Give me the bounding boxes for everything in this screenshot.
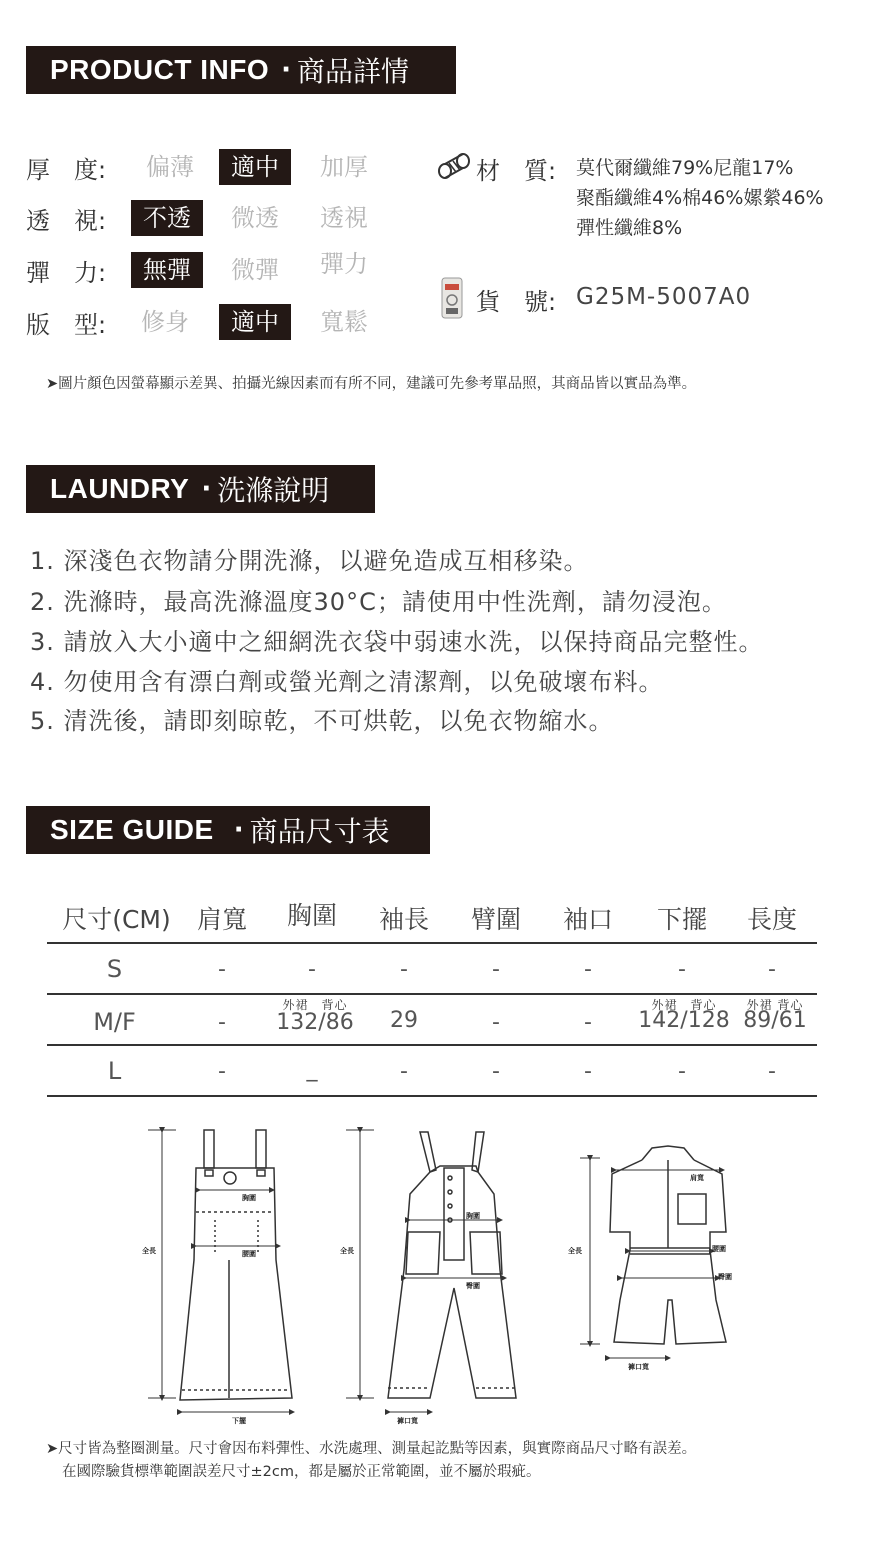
property-option: 偏薄 [146,153,194,181]
property-option: 加厚 [320,153,368,181]
table-cell: 89/61 [743,1008,807,1033]
laundry-item: 3. 請放入大小適中之細網洗衣袋中弱速水洗，以保持商品完整性。 [30,628,764,656]
property-label: 厚 度: [26,155,107,184]
table-cell: - [678,957,686,982]
length-label: 全長 [142,1247,156,1255]
hip-label: 臀圍 [718,1273,732,1281]
laundry-item: 2. 洗滌時，最高洗滌溫度30°C；請使用中性洗劑，請勿浸泡。 [30,588,727,616]
material-values [576,153,824,243]
laundry-title-en: LAUNDRY [50,473,190,504]
property-option-selected: 不透 [131,200,203,236]
hem-label: 下擺 [232,1417,246,1425]
hip-label: 臀圍 [466,1282,480,1290]
property-option: 寬鬆 [320,308,368,336]
table-header-cell: 長度 [746,905,797,934]
table-cell-sublabel: 外裙 背心 [282,998,348,1012]
table-divider [47,1095,817,1097]
property-label: 透 視: [26,206,107,235]
laundry-item: 4. 勿使用含有漂白劑或螢光劑之清潔劑，以免破壞布料。 [30,668,664,696]
header-separator: · [233,815,244,845]
size-cell: L [107,1057,122,1085]
table-header-cell: 尺寸(CM) [62,905,171,934]
chest-label: 胸圍 [466,1212,480,1220]
table-cell: _ [306,1057,318,1082]
table-header-cell: 下擺 [656,905,707,934]
property-option-selected: 無彈 [131,252,203,288]
property-option: 修身 [141,308,189,336]
property-row-transparency [26,198,368,238]
size-note: ➤尺寸皆為整圈測量。尺寸會因布料彈性、水洗處理、測量起訖點等因素，與實際商品尺寸略有誤差。 [46,1441,697,1457]
table-cell: - [218,957,226,982]
table-cell: - [584,1010,592,1035]
property-option-selected: 適中 [219,149,291,185]
material-line: 聚酯纖維4%棉46%嫘縈46% [576,187,824,209]
size-guide-title-zh: 商品尺寸表 [249,815,390,848]
leg-opening-label: 褲口寬 [397,1417,418,1425]
table-header-cell: 胸圍 [286,901,337,930]
table-header-cell: 袖長 [378,905,429,934]
waist-label: 腰圍 [712,1245,726,1253]
table-cell: - [218,1059,226,1084]
table-cell: 29 [390,1008,418,1033]
size-cell: M/F [93,1008,136,1036]
laundry-title-zh: 洗滌說明 [217,474,330,507]
header-separator: · [281,55,291,85]
laundry-item: 1. 深淺色衣物請分開洗滌，以避免造成互相移染。 [30,547,589,575]
size-guide-header [26,806,430,854]
product-info-title-zh: 商品詳情 [297,55,410,88]
length-label: 全長 [340,1247,354,1255]
property-row-elasticity [26,250,368,290]
table-cell: - [492,957,500,982]
table-cell-sublabel: 外裙 背心 [651,998,717,1012]
table-cell: - [492,1010,500,1035]
color-disclaimer: ➤圖片顏色因螢幕顯示差異、拍攝光線因素而有所不同，建議可先參考單品照，其商品皆以實品為準。 [46,376,697,392]
product-info-title-en: PRODUCT INFO [50,54,270,85]
table-row [47,994,817,1044]
waist-label: 腰圍 [242,1250,256,1258]
size-cell: S [106,955,123,983]
table-cell: - [584,1059,592,1084]
tag-icon [440,276,464,320]
table-header-row [47,892,817,942]
property-row-fit [26,302,368,342]
material-line: 彈性纖維8% [576,217,683,239]
property-label: 版 型: [26,310,107,339]
sku-value: G25M-5007A0 [576,284,752,310]
table-cell: - [768,957,776,982]
property-label: 彈 力: [26,258,107,287]
table-cell: - [584,957,592,982]
property-option: 微透 [231,204,279,232]
length-label: 全長 [568,1247,582,1255]
table-cell: - [218,1010,226,1035]
leg-opening-label: 褲口寬 [628,1363,649,1371]
property-option: 透視 [320,204,368,232]
material-line: 莫代爾纖維79%尼龍17% [576,157,794,179]
laundry-header [26,465,375,513]
shoulder-label: 肩寬 [690,1174,704,1182]
property-option: 微彈 [231,256,279,284]
property-row-thickness [26,147,368,187]
table-cell-sublabel: 外裙 背心 [746,998,804,1012]
table-row [47,943,817,993]
table-row [47,1045,817,1095]
table-cell: 132/86 [276,1010,354,1035]
sku-label: 貨 號: [476,288,557,316]
material-label: 材 質: [476,157,557,185]
product-info-header [26,46,456,94]
property-option: 彈力 [320,250,368,278]
diagram-labels [0,1120,875,1430]
table-cell: - [400,1059,408,1084]
table-header-cell: 肩寬 [196,905,247,934]
laundry-item: 5. 清洗後，請即刻晾乾，不可烘乾，以免衣物縮水。 [30,707,614,735]
header-separator: · [201,474,212,504]
size-guide-title-en: SIZE GUIDE [50,814,214,845]
table-header-cell: 袖口 [562,905,613,934]
thread-spool-icon [436,152,472,180]
table-header-cell: 臂圍 [470,905,521,934]
chest-label: 胸圍 [242,1194,256,1202]
size-note: 在國際驗貨標準範圍誤差尺寸±2cm，都是屬於正常範圍，並不屬於瑕疵。 [62,1464,541,1480]
table-cell: - [492,1059,500,1084]
table-cell: 142/128 [638,1008,730,1033]
table-cell: - [678,1059,686,1084]
table-cell: - [308,957,316,982]
property-option-selected: 適中 [219,304,291,340]
table-cell: - [400,957,408,982]
table-cell: - [768,1059,776,1084]
